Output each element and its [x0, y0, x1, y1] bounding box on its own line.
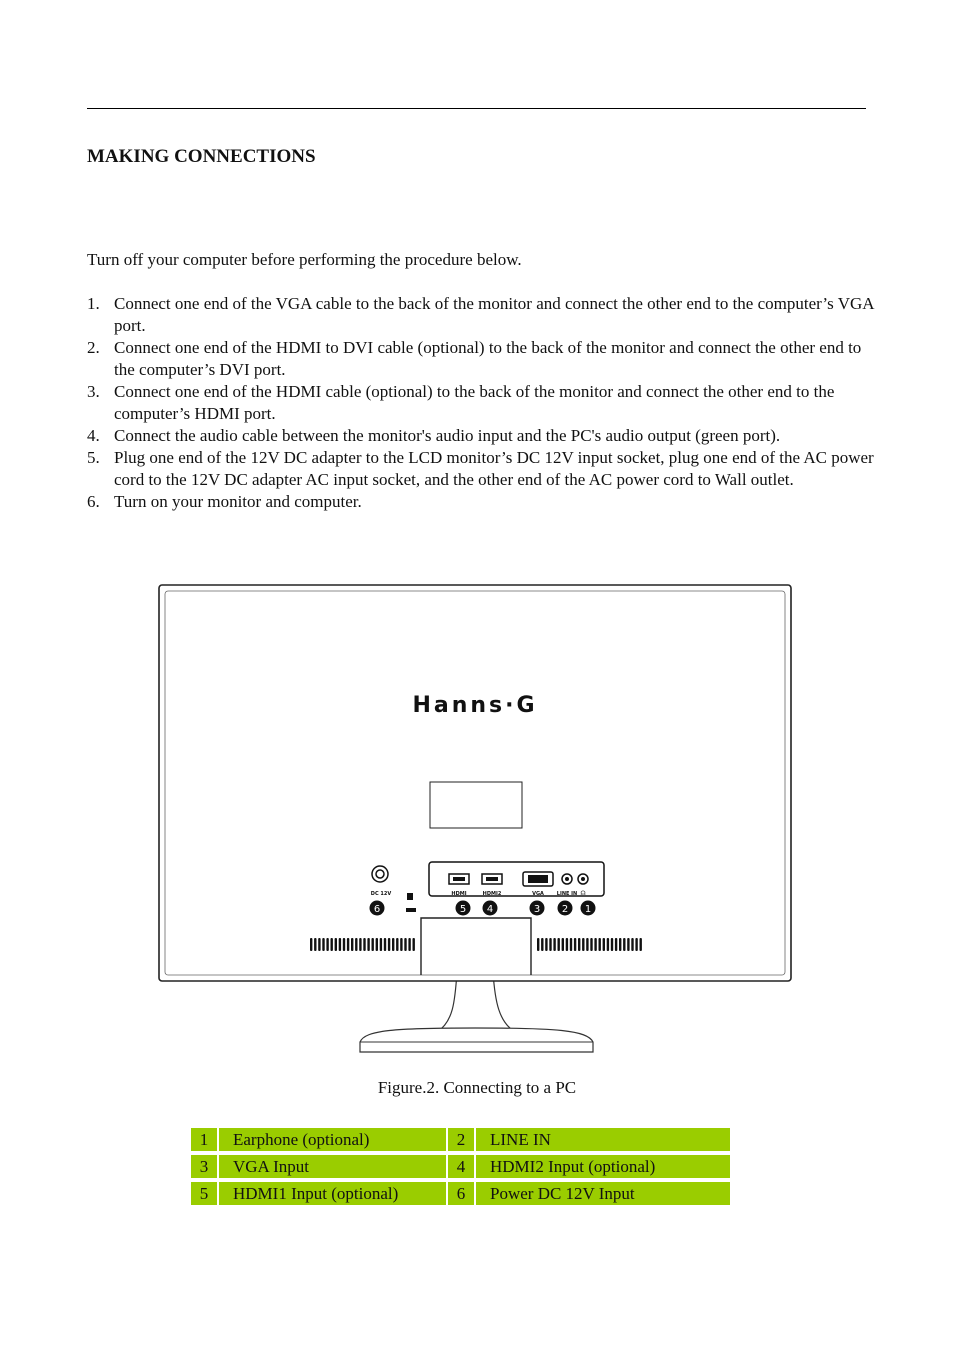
- step-item: [87, 491, 877, 513]
- dc-label: DC 12V: [370, 891, 392, 897]
- marker-1: [581, 901, 596, 916]
- vent-slot: [553, 938, 555, 951]
- vent-slot: [537, 938, 539, 951]
- legend-label: HDMI1 Input (optional): [219, 1182, 446, 1205]
- vent-slot: [318, 938, 320, 951]
- vent-slot: [335, 938, 337, 951]
- vent-slot: [355, 938, 357, 951]
- legend-label: VGA Input: [219, 1155, 446, 1178]
- step-text: Connect one end of the VGA cable to the back of the monitor and connect the other end to the computer’s VGA port.: [114, 294, 874, 335]
- marker-label: 3: [533, 904, 541, 915]
- legend-label: Earphone (optional): [219, 1128, 446, 1151]
- vent-slot: [627, 938, 629, 951]
- stand-base: [360, 1028, 593, 1052]
- step-text: Turn on your monitor and computer.: [114, 492, 362, 511]
- legend-number: 5: [191, 1182, 217, 1205]
- vent-slot: [594, 938, 596, 951]
- monitor-back-drawing: [155, 582, 795, 1058]
- vent-slot: [331, 938, 333, 951]
- vent-slot: [574, 938, 576, 951]
- marker-6: [370, 901, 385, 916]
- marker-label: 4: [486, 904, 494, 915]
- label-plate: [430, 782, 522, 828]
- headphone-icon: ☊: [580, 890, 586, 897]
- legend-label: Power DC 12V Input: [476, 1182, 730, 1205]
- vent-slot: [384, 938, 386, 951]
- legend-label: LINE IN: [476, 1128, 730, 1151]
- vent-slot: [343, 938, 345, 951]
- marker-5: [456, 901, 471, 916]
- step-text: Connect one end of the HDMI cable (optional) to the back of the monitor and connect the other end to the computer’s HDMI port.: [114, 382, 835, 423]
- hdmi1-label: HDMI: [451, 891, 467, 897]
- legend-number: 3: [191, 1155, 217, 1178]
- vent-slot: [607, 938, 609, 951]
- step-number: 5.: [87, 448, 100, 467]
- hdmi2-label: HDMI2: [482, 891, 502, 897]
- vent-slot: [388, 938, 390, 951]
- step-number: 2.: [87, 338, 100, 357]
- vent-slot: [590, 938, 592, 951]
- section-title: MAKING CONNECTIONS: [87, 146, 316, 167]
- step-number: 4.: [87, 426, 100, 445]
- vent-slot: [578, 938, 580, 951]
- vent-slot: [351, 938, 353, 951]
- marker-label: 1: [584, 904, 592, 915]
- vent-slot: [582, 938, 584, 951]
- step-item: [87, 425, 877, 447]
- lock-icon: [407, 893, 413, 900]
- vent-slot: [347, 938, 349, 951]
- vent-slot: [603, 938, 605, 951]
- vent-slot: [310, 938, 312, 951]
- vga-label: VGA: [532, 891, 544, 897]
- marker-2: [558, 901, 573, 916]
- vent-slot: [562, 938, 564, 951]
- vent-slot: [611, 938, 613, 951]
- vent-slot: [376, 938, 378, 951]
- marker-label: 5: [459, 904, 467, 915]
- step-item: [87, 337, 877, 381]
- marker-label: 6: [373, 904, 381, 915]
- vent-slot: [326, 938, 328, 951]
- intro-text: Turn off your computer before performing the procedure below.: [87, 250, 522, 269]
- marker-3: [530, 901, 545, 916]
- vent-slot: [359, 938, 361, 951]
- line-in-label: LINE IN: [556, 891, 578, 897]
- table-row: [191, 1182, 730, 1205]
- monitor-back-figure: [155, 582, 795, 1058]
- vent-slot: [380, 938, 382, 951]
- step-text: Connect one end of the HDMI to DVI cable (optional) to the back of the monitor and connect the other end to the computer’s DVI port.: [114, 338, 862, 379]
- vent-slot: [367, 938, 369, 951]
- port-legend-table: [189, 1124, 732, 1209]
- table-row: [191, 1155, 730, 1178]
- step-number: 3.: [87, 382, 100, 401]
- legend-number: 2: [448, 1128, 474, 1151]
- vent-slot: [400, 938, 402, 951]
- vent-slot: [615, 938, 617, 951]
- vent-slot: [339, 938, 341, 951]
- table-row: [191, 1128, 730, 1151]
- steps-list: [87, 293, 877, 513]
- marker-4: [483, 901, 498, 916]
- vent-slot: [363, 938, 365, 951]
- vent-slot: [631, 938, 633, 951]
- step-item: [87, 447, 877, 491]
- vent-slot: [322, 938, 324, 951]
- vent-slot: [599, 938, 601, 951]
- step-number: 1.: [87, 294, 100, 313]
- vent-slot: [558, 938, 560, 951]
- brand-logo: Hanns·G: [412, 693, 538, 718]
- legend-number: 6: [448, 1182, 474, 1205]
- legend-label: HDMI2 Input (optional): [476, 1155, 730, 1178]
- vent-slot: [404, 938, 406, 951]
- vent-slot: [408, 938, 410, 951]
- vent-slot: [566, 938, 568, 951]
- step-text: Plug one end of the 12V DC adapter to the LCD monitor’s DC 12V input socket, plug one end of the AC power cord to the 12V DC adapter AC input socket, and the other end of the AC power cord to Wall outlet.: [114, 448, 874, 489]
- vent-slot: [541, 938, 543, 951]
- vent-slot: [396, 938, 398, 951]
- vent-slot: [392, 938, 394, 951]
- vent-slot: [413, 938, 415, 951]
- step-item: [87, 293, 877, 337]
- vent-slot: [314, 938, 316, 951]
- vent-slot: [545, 938, 547, 951]
- vent-slot: [619, 938, 621, 951]
- step-text: Connect the audio cable between the monitor's audio input and the PC's audio output (green port).: [114, 426, 781, 445]
- vent-slot: [372, 938, 374, 951]
- vent-slot: [549, 938, 551, 951]
- vent-slot: [635, 938, 637, 951]
- step-item: [87, 381, 877, 425]
- legend-number: 4: [448, 1155, 474, 1178]
- legend-number: 1: [191, 1128, 217, 1151]
- step-number: 6.: [87, 492, 100, 511]
- figure-caption: Figure.2. Connecting to a PC: [377, 1078, 577, 1097]
- header-rule: [87, 108, 866, 109]
- vent-slot: [623, 938, 625, 951]
- marker-label: 2: [561, 904, 569, 915]
- vent-slot: [570, 938, 572, 951]
- vent-slot: [586, 938, 588, 951]
- vent-slot: [640, 938, 642, 951]
